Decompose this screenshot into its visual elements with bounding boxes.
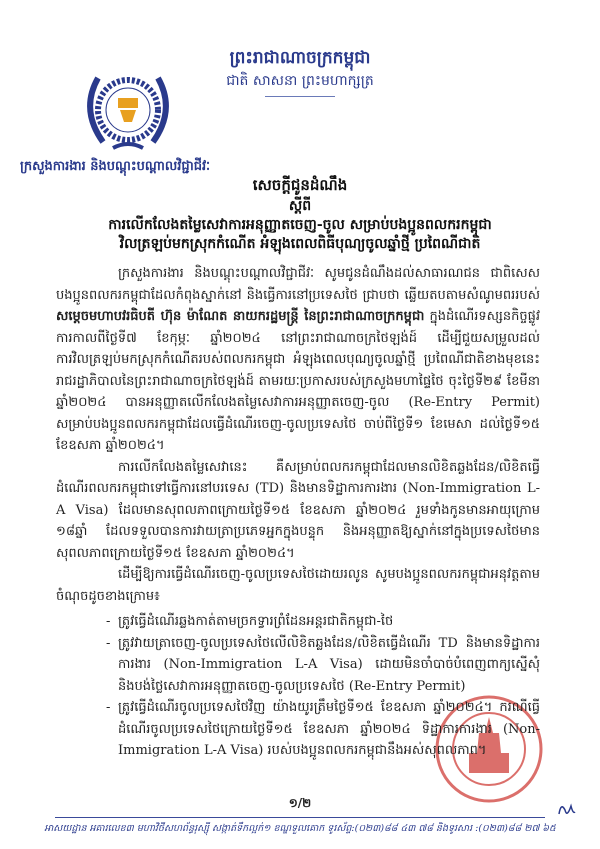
- document-body: [56, 263, 540, 762]
- paragraph-2: ការលើកលែងតម្លៃសេវានេះ គឺសម្រាប់ពលករកម្ពុជាដែលមានលិខិតឆ្លងដែន/លិខិតធ្វើដំណើរពលករកម្ពុជាទៅធ្វើការនៅបរទេស (TD) និងមានទិដ្ឋាការការងារ (Non-Immigration L-A Visa) ដែលមានសុពលភាពក្រោយថ្ងៃទី១៥ ខែឧសភា ឆ្នាំ២០២៤ រួមទាំងកូនមានអាយុក្រោម ១៨ឆ្នាំ ដែលទទួលបានការវាយត្រាប្រភេទអ្នកក្នុងបន្ទុក និងអនុញ្ញាតឱ្យស្នាក់នៅក្នុងប្រទេសថៃមានសុពលភាពក្រោយថ្ងៃទី១៥ ខែឧសភា ឆ្នាំ២០២៤។: [56, 459, 540, 561]
- notice-heading: សេចក្តីជូនដំណឹង: [252, 176, 348, 194]
- letterhead: [200, 46, 400, 97]
- ministry-logo: [78, 60, 178, 160]
- list-item: - ត្រូវធ្វើដំណើរឆ្លងកាត់តាមច្រកទ្វារព្រំដែនអន្តរជាតិកម្ពុជា-ថៃ: [106, 611, 540, 633]
- national-motto: ជាតិ សាសនា ព្រះមហាក្សត្រ: [226, 73, 374, 89]
- about-heading: ស្តីពី: [288, 198, 312, 214]
- footer-address: អាសយដ្ឋាន អគារលេខ៣ មហាវិថីសហព័ន្ធរុស្ស៊ី សង្កាត់ទឹកល្អក់១ ខណ្ឌទួលគោក ទូរស័ព្ទ:(០២៣)៨៨ ៤៣ ៧៨ និងទូរសារ :(០២៣)៨៨ ២៧ ៦៥: [44, 823, 556, 834]
- paragraph-1-text: ក្រសួងការងារ និងបណ្តុះបណ្តាលវិជ្ជាជីវៈ សូមជូនដំណឹងដល់សាធារណជន ជាពិសេស បងប្អូនពលករកម្ពុជាដែលកំពុងស្នាក់នៅ និងធ្វើការនៅប្រទេសថៃ ជ្រាបថា ឆ្លើយតបតាមសំណូមពររបស់: [56, 266, 540, 303]
- list-item: - ត្រូវធ្វើដំណើរចូលប្រទេសថៃវិញ យ៉ាងយូរត្រឹមថ្ងៃទី១៥ ខែឧសភា ឆ្នាំ២០២៤។ ករណីធ្វើដំណើរចូលប្រទេសថៃក្រោយថ្ងៃទី១៥ ខែឧសភា ឆ្នាំ២០២៤ ទិដ្ឋាការការងារ (Non-Immigration L-A Visa) របស់បងប្អូនពលករកម្ពុជានឹងអស់សុពលភាព។: [106, 697, 540, 762]
- kingdom-name: ព្រះរាជាណាចក្រកម្ពុជា: [229, 48, 371, 68]
- subject-line-1: ការលើកលែងតម្លៃសេវាការអនុញ្ញាតចេញ-ចូល សម្រាប់បងប្អូនពលករកម្ពុជា: [108, 217, 492, 233]
- instruction-list: [106, 611, 540, 762]
- ministry-name: ក្រសួងការងារ និងបណ្តុះបណ្តាលវិជ្ជាជីវៈ: [20, 159, 211, 174]
- document-title: [40, 174, 560, 254]
- page-number: ១/២: [288, 796, 312, 810]
- paragraph-1: [56, 263, 540, 457]
- footer-divider: [55, 817, 545, 818]
- paragraph-1-text-cont: ក្នុងដំណើរទស្សនកិច្ចផ្លូវការកាលពីថ្ងៃទី៧ ខែកុម្ភៈ ឆ្នាំ២០២៤ នៅព្រះរាជាណាចក្រថៃឡង់ដ៍ ដើម្បីជួយសម្រួលដល់ការវិលត្រឡប់មកស្រុកកំណើតរបស់ពលករកម្ពុជា អំឡុងពេលបុណ្យចូលឆ្នាំថ្មី ប្រពៃណីជាតិខាងមុខនេះ រាជរដ្ឋាភិបាលនៃព្រះរាជាណាចក្រថៃឡង់ដ៍ តាមរយៈប្រកាសរបស់ក្រសួងមហាផ្ទៃថៃ ចុះថ្ងៃទី២៩ ខែមីនា ឆ្នាំ២០២៤ បានអនុញ្ញាតលើកលែងតម្លៃសេវាការអនុញ្ញាតចេញ-ចូល (Re-Entry Permit) សម្រាប់បងប្អូនពលករកម្ពុជាដែលធ្វើដំណើរចេញ-ចូលប្រទេសថៃ ចាប់ពីថ្ងៃទី១ ខែមេសា ដល់ថ្ងៃទី១៥ ខែឧសភា ឆ្នាំ២០២៤។: [56, 309, 540, 453]
- subject-line-2: វិលត្រឡប់មកស្រុកកំណើត អំឡុងពេលពិធីបុណ្យចូលឆ្នាំថ្មី ប្រពៃណីជាតិ: [119, 236, 481, 252]
- paragraph-3: ដើម្បីឱ្យការធ្វើដំណើរចេញ-ចូលប្រទេសថៃដោយរលូន សូមបងប្អូនពលករកម្ពុជាអនុវត្តតាមចំណុចដូចខាងក្រោម៖: [56, 567, 540, 604]
- ornament-divider: [265, 96, 335, 97]
- list-item: - ត្រូវវាយត្រាចេញ-ចូលប្រទេសថៃលើលិខិតឆ្លងដែន/លិខិតធ្វើដំណើរ TD និងមានទិដ្ឋាការការងារ (Non-Immigration L-A Visa) ដោយមិនចាំបាច់បំពេញពាក្យស្នើសុំ និងបង់ថ្លៃសេវាការអនុញ្ញាតចេញ-ចូលប្រទេសថៃ (Re-Entry Permit): [106, 633, 540, 698]
- prime-minister-name: សម្តេចមហាបវរធិបតី ហ៊ុន ម៉ាណែត នាយករដ្ឋមន្ត្រី នៃព្រះរាជាណាចក្រកម្ពុជា: [56, 309, 425, 324]
